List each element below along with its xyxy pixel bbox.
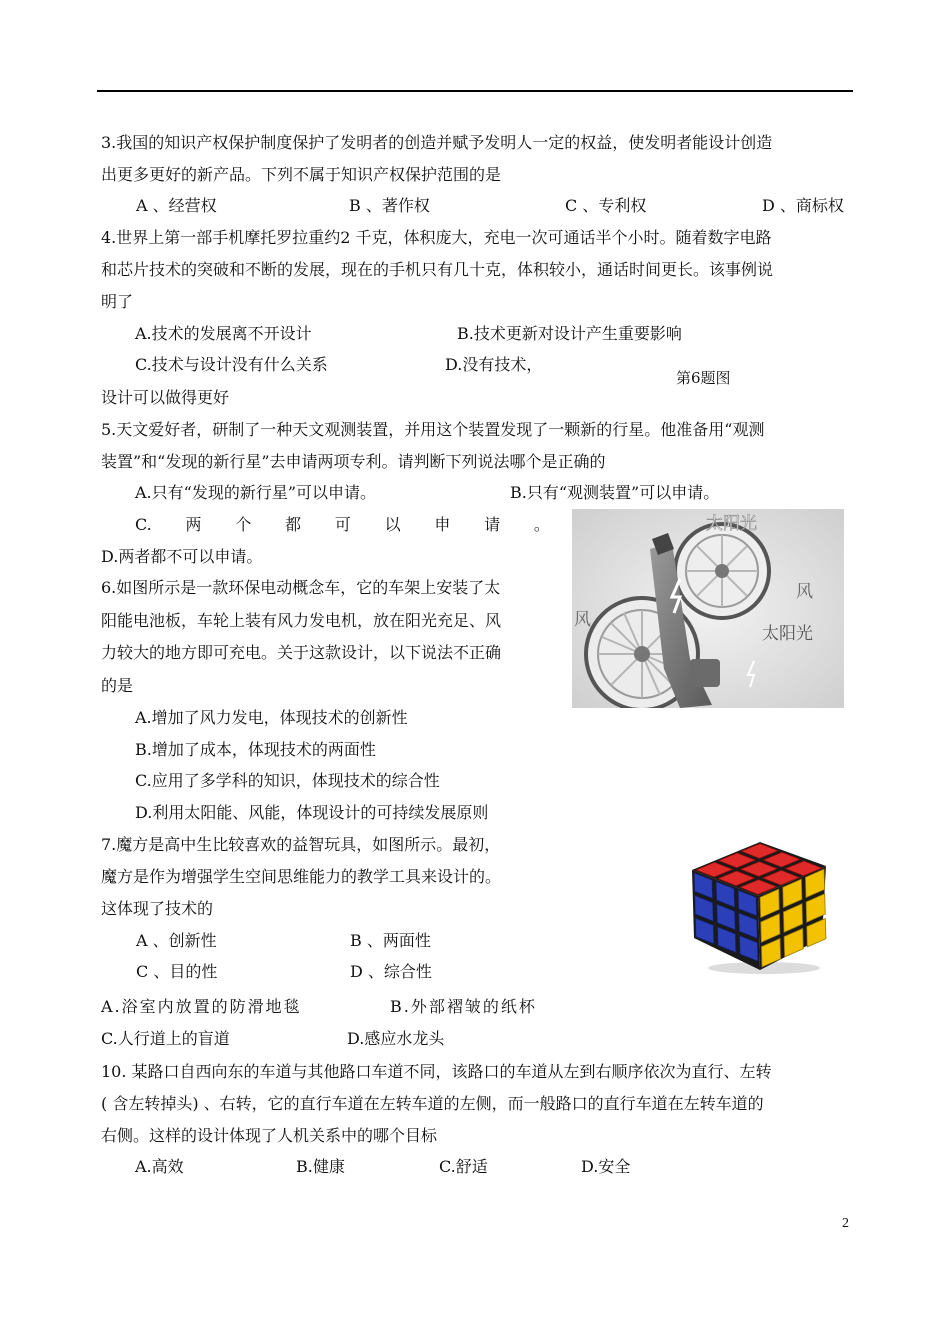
q3-text-line1: 3.我国的知识产权保护制度保护了发明者的创造并赋予发明人一定的权益，使发明者能设计创造: [101, 133, 773, 152]
page-number: 2: [842, 1216, 849, 1231]
q5-text-line1: 5.天文爱好者，研制了一种天文观测装置，并用这个装置发现了一颗新的行星。他准备用“观测: [101, 420, 765, 439]
q6-text-line1: 6.如图所示是一款环保电动概念车，它的车架上安装了太: [101, 578, 501, 597]
q4-option-b: B.技术更新对设计产生重要影响: [457, 324, 682, 343]
q3-option-a: A 、经营权: [136, 196, 217, 215]
q7-text-line1: 7.魔方是高中生比较喜欢的益智玩具，如图所示。最初，: [101, 835, 501, 854]
q5-option-c-char: C.: [135, 515, 152, 534]
q5-option-c-char: 个: [235, 515, 252, 534]
q9-option-b: B.外部褶皱的纸杯: [390, 997, 537, 1016]
q6-text-line3: 力较大的地方即可充电。关于这款设计，以下说法不正确: [101, 643, 502, 662]
eco-bike-illustration: [572, 509, 844, 708]
eco-bike-figure: [572, 509, 844, 708]
rubiks-cube-figure: [686, 830, 832, 976]
q5-option-c-char: 申: [434, 515, 451, 534]
q5-option-c: [135, 515, 550, 535]
q5-option-c-char: 请: [484, 515, 501, 534]
q4-option-a: A.技术的发展离不开设计: [135, 324, 312, 343]
q5-option-c-char: 都: [285, 515, 302, 534]
q5-option-c-char: 两: [185, 515, 202, 534]
label-sunlight-top: 太阳光: [706, 514, 757, 534]
q5-option-d: D.两者都不可以申请。: [101, 547, 263, 566]
header-rule: [97, 90, 853, 92]
q5-text-line2: 装置”和“发现的新行星”去申请两项专利。请判断下列说法哪个是正确的: [101, 452, 606, 471]
label-sunlight-bottom: 太阳光: [762, 624, 813, 644]
q4-option-d-continued: 设计可以做得更好: [101, 388, 230, 407]
q5-option-c-char: 以: [384, 515, 401, 534]
q5-option-a: A.只有“发现的新行星”可以申请。: [135, 483, 377, 502]
q9-option-d: D.感应水龙头: [347, 1029, 445, 1048]
label-wind-left: 风: [574, 610, 591, 630]
q4-text-line2: 和芯片技术的突破和不断的发展，现在的手机只有几十克，体积较小，通话时间更长。该事例说: [101, 260, 774, 279]
q4-text-line3: 明了: [101, 292, 134, 311]
q10-option-b: B.健康: [296, 1157, 345, 1176]
q5-option-c-char: 。: [533, 515, 550, 534]
label-wind-right: 风: [796, 582, 813, 602]
q3-option-b: B 、著作权: [349, 196, 430, 215]
q7-text-line3: 这体现了技术的: [101, 899, 214, 918]
q10-option-a: A.高效: [135, 1157, 184, 1176]
rubiks-cube-illustration: [686, 830, 832, 976]
q3-option-c: C 、专利权: [565, 196, 647, 215]
q6-option-d: D.利用太阳能、风能，体现设计的可持续发展原则: [135, 803, 489, 822]
q10-text-line3: 右侧。这样的设计体现了人机关系中的哪个目标: [101, 1126, 438, 1145]
q6-option-a: A.增加了风力发电，体现技术的创新性: [135, 708, 408, 727]
q6-text-line4: 的是: [101, 676, 134, 695]
q6-option-b: B.增加了成本，体现技术的两面性: [135, 740, 376, 759]
q7-option-b: B 、两面性: [350, 931, 431, 950]
q7-text-line2: 魔方是作为增强学生空间思维能力的教学工具来设计的。: [101, 867, 502, 886]
q9-option-a: A.浴室内放置的防滑地毯: [101, 997, 302, 1016]
q3-option-d: D 、商标权: [762, 196, 844, 215]
q4-option-c: C.技术与设计没有什么关系: [135, 355, 328, 374]
q6-text-line2: 阳能电池板，车轮上装有风力发电机，放在阳光充足、风: [101, 611, 502, 630]
q10-option-c: C.舒适: [439, 1157, 488, 1176]
q4-option-d: D.没有技术，: [445, 355, 543, 374]
q6-option-c: C.应用了多学科的知识，体现技术的综合性: [135, 771, 440, 790]
q3-text-line2: 出更多更好的新产品。下列不属于知识产权保护范围的是: [101, 165, 502, 184]
q5-option-b: B.只有“观测装置”可以申请。: [510, 483, 720, 502]
q4-text-line1: 4.世界上第一部手机摩托罗拉重约2 千克，体积庞大，充电一次可通话半个小时。随着数字电路: [101, 228, 772, 247]
q7-option-d: D 、综合性: [350, 962, 432, 981]
figure-caption: 第6题图: [676, 369, 731, 387]
q10-text-line1: 10. 某路口自西向东的车道与其他路口车道不同，该路口的车道从左到右顺序依次为直行、左转: [101, 1062, 772, 1081]
q9-option-c: C.人行道上的盲道: [101, 1029, 230, 1048]
q10-option-d: D.安全: [581, 1157, 631, 1176]
q5-option-c-char: 可: [334, 515, 351, 534]
q7-option-a: A 、创新性: [136, 931, 217, 950]
q7-option-c: C 、目的性: [136, 962, 218, 981]
q10-text-line2: ( 含左转掉头) 、右转，它的直行车道在左转车道的左侧，而一般路口的直行车道在左转车道的: [101, 1094, 764, 1113]
